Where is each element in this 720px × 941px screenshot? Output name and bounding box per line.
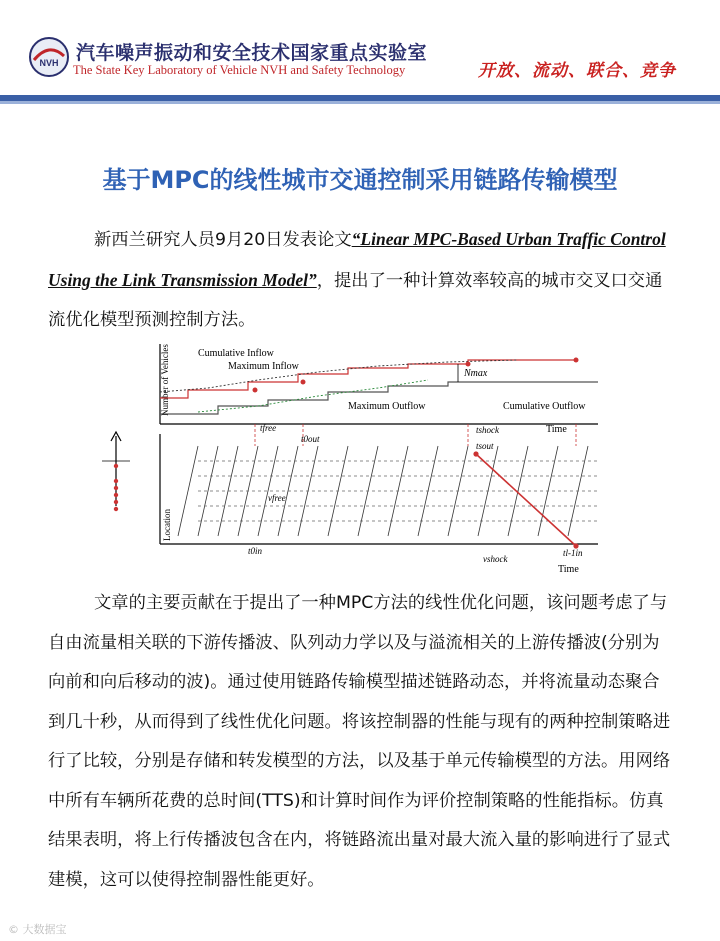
label-cumulative-inflow: Cumulative Inflow xyxy=(198,348,274,359)
label-t-in-0: t0in xyxy=(248,546,263,556)
vehicle-trajectories xyxy=(178,446,588,536)
shock-wave-line xyxy=(476,454,576,546)
lab-name-en: The State Key Laboratory of Vehicle NVH and Safety Technology xyxy=(73,63,406,77)
page-header xyxy=(0,0,720,100)
watermark: © 大数据宝 xyxy=(8,923,67,936)
svg-text:NVH: NVH xyxy=(39,58,59,68)
top-ylabel: Number of Vehicles xyxy=(160,344,170,416)
body-paragraph xyxy=(48,584,673,900)
lab-logo-icon xyxy=(28,36,70,78)
paper-title: “Linear MPC-Based Urban Traffic Control Using the Link Transmission Model” xyxy=(48,229,666,290)
lab-name-cn: 汽车噪声振动和安全技术国家重点实验室 xyxy=(76,42,428,64)
intro-lead: 新西兰研究人员9月20日发表论文 xyxy=(94,230,352,250)
body-text: 文章的主要贡献在于提出了一种MPC方法的线性优化问题，该问题考虑了与自由流量相关联的下游传播波、队列动力学以及与溢流相关的上游传播波(分别为向前和向后移动的波)。通过使用链路传输模型描述链路动态，并将流量动态聚合到几十秒，从而得到了线性优化问题。将该控制器的性能与现有的两种控制策略进行了比较，分别是存储和转发模型的方法，以及基于单元传输模型的方法。用网络中所有车辆所花费的总时间(TTS)和计算时间作为评价控制策略的性能指标。仿真结果表明，将上行传播波包含在内，将链路流出量对最大流入量的影响进行了显式建模，这可以使得控制器性能更好。 xyxy=(48,593,671,890)
label-t-shock: tshock xyxy=(476,425,499,435)
bottom-ylabel: Location xyxy=(162,509,172,541)
intro-tail: ，提出了一种计算效率较高的城市交叉口交通流优化模型预测控制方法。 xyxy=(48,270,663,330)
label-nmax: Nmax xyxy=(464,368,488,379)
page-title: 基于MPC的线性城市交通控制采用链路传输模型 xyxy=(102,166,618,194)
label-t-out-s: tsout xyxy=(476,441,494,451)
label-maximum-outflow: Maximum Outflow xyxy=(348,401,426,412)
label-t-free: tfree xyxy=(260,423,277,433)
label-v-free: vfree xyxy=(268,493,286,503)
label-cumulative-outflow: Cumulative Outflow xyxy=(503,401,586,412)
label-time-top: Time xyxy=(546,424,567,435)
header-divider-light xyxy=(0,101,720,104)
label-t-out-0: t0out xyxy=(301,434,320,444)
inflow-markers xyxy=(253,358,579,393)
label-maximum-inflow: Maximum Inflow xyxy=(228,361,299,372)
label-time-bottom: Time xyxy=(558,564,579,575)
label-v-shock: vshock xyxy=(483,554,508,564)
slogan: 开放、流动、联合、竞争 xyxy=(478,61,676,81)
label-t-in-last: tl-1in xyxy=(563,548,583,558)
ltm-figure xyxy=(98,336,623,576)
intro-paragraph xyxy=(48,220,673,341)
